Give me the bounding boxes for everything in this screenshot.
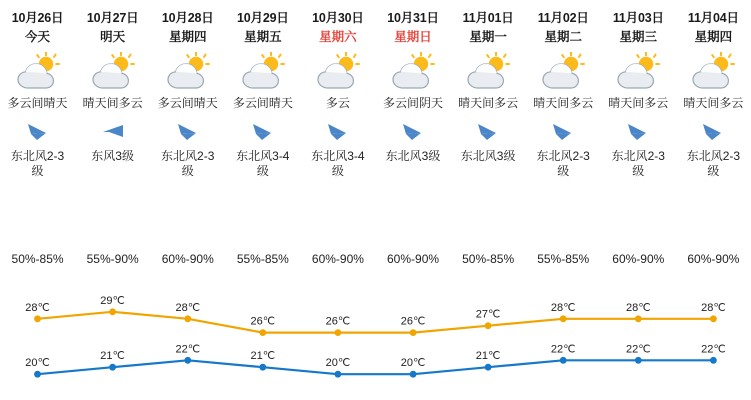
data-point — [710, 357, 717, 364]
sun-behind-cloud-icon — [16, 50, 60, 92]
data-point — [560, 357, 567, 364]
wind-description: 东风3级 — [91, 149, 134, 163]
data-point — [710, 315, 717, 322]
wind-arrow-northeast-icon — [526, 117, 601, 147]
wind-arrow-northeast-icon — [0, 117, 75, 147]
data-point — [335, 329, 342, 336]
data-point — [34, 371, 41, 378]
weather-description: 多云间晴天 — [7, 96, 68, 110]
daily-forecast-row — [0, 0, 751, 179]
data-point — [335, 371, 342, 378]
wind-arrow-east-icon — [75, 117, 150, 147]
data-point-label: 21℃ — [250, 350, 276, 363]
forecast-dayname: 星期六 — [319, 30, 357, 44]
forecast-date: 10月27日 — [86, 11, 139, 25]
weather-description: 多云间阴天 — [383, 96, 444, 110]
forecast-day-column — [0, 10, 75, 179]
data-point-label: 20℃ — [25, 357, 50, 370]
wind-arrow-northeast-icon — [300, 117, 375, 147]
wind-description: 东北风2-3级 — [536, 149, 590, 178]
forecast-day-column — [75, 10, 150, 179]
data-point — [184, 315, 191, 322]
weather-description: 晴天间多云 — [82, 96, 143, 110]
data-point — [184, 357, 191, 364]
weather-description: 晴天间多云 — [608, 96, 669, 110]
forecast-date: 10月29日 — [237, 11, 289, 25]
data-point-label: 28℃ — [175, 301, 201, 314]
data-point-label: 28℃ — [550, 301, 576, 314]
wind-description: 东北风2-3级 — [611, 149, 665, 178]
forecast-dayname: 星期三 — [619, 30, 658, 44]
wind-description: 东北风3-4级 — [311, 149, 365, 178]
forecast-date: 11月03日 — [612, 11, 664, 25]
humidity-value: 60%-90% — [612, 252, 665, 266]
data-point-label: 26℃ — [325, 315, 351, 328]
data-point — [410, 329, 417, 336]
temperature-line-low — [38, 360, 714, 374]
wind-description: 东北风3-4级 — [236, 149, 290, 178]
forecast-day-column — [676, 10, 751, 179]
data-point — [109, 364, 116, 371]
wind-description: 东北风2-3级 — [686, 149, 741, 178]
forecast-day-column — [526, 10, 601, 179]
weather-description: 多云间晴天 — [157, 96, 218, 110]
wind-arrow-northeast-icon — [375, 117, 450, 147]
sun-behind-cloud-icon — [541, 50, 585, 92]
humidity-value: 60%-90% — [161, 252, 214, 266]
data-point — [635, 357, 642, 364]
data-point-label: 20℃ — [325, 357, 351, 370]
forecast-date: 11月01日 — [462, 11, 514, 25]
data-point-label: 22℃ — [550, 343, 576, 356]
data-point-label: 28℃ — [701, 301, 726, 314]
data-point-label: 26℃ — [250, 315, 276, 328]
forecast-dayname: 星期二 — [544, 30, 582, 44]
data-point-label: 21℃ — [475, 350, 501, 363]
data-point — [109, 308, 116, 315]
forecast-dayname: 星期五 — [244, 30, 282, 44]
forecast-date: 10月28日 — [161, 11, 214, 25]
forecast-date: 11月02日 — [537, 11, 589, 25]
forecast-dayname: 星期四 — [694, 30, 733, 44]
humidity-value: 60%-90% — [311, 252, 364, 266]
wind-arrow-northeast-icon — [451, 117, 526, 147]
data-point-label: 27℃ — [475, 308, 501, 321]
forecast-dayname: 星期一 — [469, 30, 507, 44]
temperature-chart — [0, 276, 751, 400]
data-point — [485, 364, 492, 371]
data-point — [485, 322, 492, 329]
humidity-value: 60%-90% — [387, 252, 440, 266]
humidity-value: 50%-85% — [11, 252, 64, 266]
forecast-dayname: 今天 — [25, 30, 51, 44]
temperature-line-high — [38, 312, 714, 333]
data-point — [259, 329, 266, 336]
wind-description: 东北风3级 — [385, 149, 441, 163]
forecast-date: 10月30日 — [312, 11, 364, 25]
wind-arrow-northeast-icon — [150, 117, 225, 147]
sun-behind-cloud-icon — [91, 50, 135, 92]
forecast-date: 10月31日 — [387, 11, 439, 25]
wind-description: 东北风2-3级 — [161, 149, 215, 178]
sun-behind-cloud-icon — [466, 50, 510, 92]
forecast-dayname: 星期日 — [394, 30, 432, 44]
humidity-row — [0, 252, 751, 266]
sun-behind-cloud-icon — [166, 50, 210, 92]
data-point-label: 28℃ — [25, 301, 50, 314]
weather-description: 晴天间多云 — [683, 96, 744, 110]
data-point-label: 28℃ — [626, 301, 651, 314]
data-point — [410, 371, 417, 378]
sun-behind-cloud-icon — [241, 50, 285, 92]
data-point — [34, 315, 41, 322]
data-point-label: 22℃ — [701, 343, 726, 356]
humidity-value: 55%-85% — [236, 252, 289, 266]
wind-arrow-northeast-icon — [676, 117, 751, 147]
data-point-label: 21℃ — [100, 350, 125, 363]
data-point-label: 22℃ — [175, 343, 201, 356]
data-point-label: 20℃ — [400, 357, 426, 370]
humidity-value: 55%-90% — [86, 252, 139, 266]
data-point-label: 26℃ — [400, 315, 426, 328]
forecast-day-column — [150, 10, 225, 179]
forecast-date: 10月26日 — [11, 11, 64, 25]
forecast-day-column — [300, 10, 375, 179]
forecast-date: 11月04日 — [687, 11, 739, 25]
forecast-day-column — [225, 10, 300, 179]
wind-description: 东北风3级 — [460, 149, 516, 163]
data-point-label: 22℃ — [626, 343, 651, 356]
wind-arrow-northeast-icon — [601, 117, 676, 147]
data-point — [635, 315, 642, 322]
humidity-value: 50%-85% — [462, 252, 515, 266]
forecast-day-column — [375, 10, 450, 179]
weather-description: 多云间晴天 — [232, 96, 293, 110]
data-point — [259, 364, 266, 371]
sun-behind-cloud-icon — [391, 50, 435, 92]
data-point — [560, 315, 567, 322]
weather-description: 晴天间多云 — [458, 96, 519, 110]
sun-behind-cloud-icon — [691, 50, 735, 92]
forecast-dayname: 明天 — [100, 30, 126, 44]
sun-behind-cloud-icon — [616, 50, 660, 92]
wind-arrow-northeast-icon — [225, 117, 300, 147]
sun-behind-cloud-icon — [316, 50, 360, 92]
wind-description: 东北风2-3级 — [10, 149, 65, 178]
data-point-label: 29℃ — [100, 294, 125, 307]
humidity-value: 55%-85% — [537, 252, 590, 266]
weather-description: 多云 — [325, 96, 350, 110]
forecast-day-column — [451, 10, 526, 179]
weather-description: 晴天间多云 — [533, 96, 594, 110]
humidity-value: 60%-90% — [687, 252, 740, 266]
forecast-day-column — [601, 10, 676, 179]
forecast-dayname: 星期四 — [168, 30, 207, 44]
